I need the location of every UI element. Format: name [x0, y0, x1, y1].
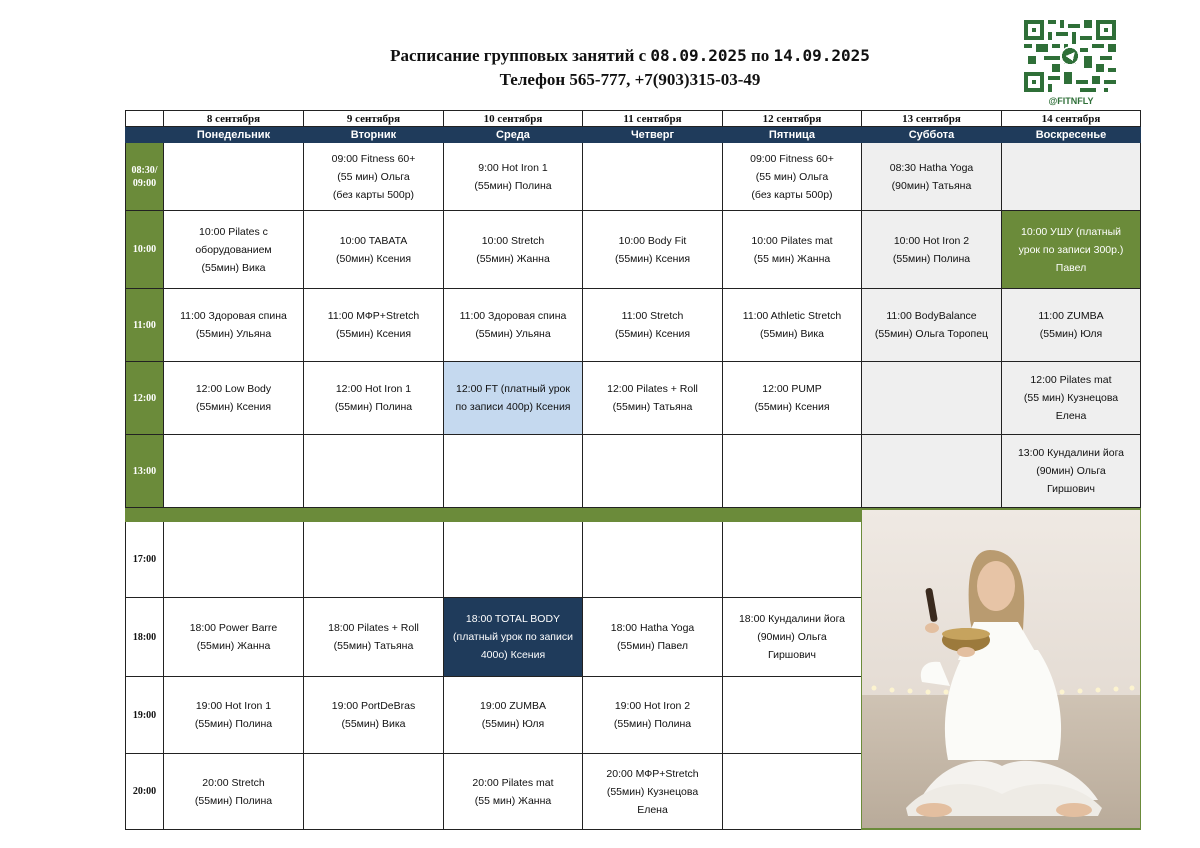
- class-cell: [862, 362, 1002, 435]
- time-label: 19:00: [126, 677, 164, 754]
- class-cell: [444, 522, 583, 598]
- time-row-1200: [126, 362, 1141, 435]
- weekdays-row: [126, 127, 1141, 143]
- class-cell: 11:00 Здоровая спина (55мин) Ульяна: [164, 289, 304, 362]
- time-label: 13:00: [126, 435, 164, 508]
- instructor-with-singing-bowl-photo: [862, 510, 1140, 828]
- time-row-1100: [126, 289, 1141, 362]
- class-cell: 9:00 Hot Iron 1 (55мин) Полина: [444, 143, 583, 211]
- class-cell: 18:00 Pilates + Roll (55мин) Татьяна: [304, 598, 444, 677]
- class-cell: 20:00 Stretch (55мин) Полина: [164, 754, 304, 830]
- phone-line: Телефон 565-777, +7(903)315-03-49: [499, 70, 761, 89]
- instructor-photo: [862, 508, 1141, 830]
- class-cell: 20:00 МФР+Stretch (55мин) Кузнецова Елена: [583, 754, 723, 830]
- class-cell: [164, 522, 304, 598]
- time-label: 08:30/ 09:00: [126, 143, 164, 211]
- date-cell: 11 сентября: [583, 111, 723, 127]
- class-cell: [164, 435, 304, 508]
- date-cell: 10 сентября: [444, 111, 583, 127]
- class-cell: 18:00 Power Barre (55мин) Жанна: [164, 598, 304, 677]
- class-cell: 10:00 Stretch (55мин) Жанна: [444, 211, 583, 289]
- class-cell: 19:00 PortDeBras (55мин) Вика: [304, 677, 444, 754]
- class-cell: [304, 522, 444, 598]
- break-separator: [126, 508, 1141, 522]
- date-cell: 13 сентября: [862, 111, 1002, 127]
- class-cell: 19:00 Hot Iron 2 (55мин) Полина: [583, 677, 723, 754]
- class-cell: [583, 522, 723, 598]
- class-cell: 10:00 Hot Iron 2 (55мин) Полина: [862, 211, 1002, 289]
- class-cell: 12:00 Pilates + Roll (55мин) Татьяна: [583, 362, 723, 435]
- date-cell: 8 сентября: [164, 111, 304, 127]
- brand-handle: @FITNFLY: [1048, 96, 1094, 106]
- class-cell: [723, 677, 862, 754]
- time-label: 10:00: [126, 211, 164, 289]
- title-prefix: Расписание групповых занятий с: [390, 46, 647, 65]
- class-cell: 10:00 Pilates mat (55 мин) Жанна: [723, 211, 862, 289]
- class-cell: 08:30 Hatha Yoga (90мин) Татьяна: [862, 143, 1002, 211]
- weekday-cell: Воскресенье: [1002, 127, 1141, 143]
- class-cell: [723, 522, 862, 598]
- class-cell: 11:00 ZUMBA (55мин) Юля: [1002, 289, 1141, 362]
- time-label: 20:00: [126, 754, 164, 830]
- date-to: 14.09.2025: [773, 46, 870, 65]
- qr-code-icon: [1024, 20, 1116, 92]
- corner-cell: [126, 111, 164, 127]
- class-cell: 12:00 Low Body (55мин) Ксения: [164, 362, 304, 435]
- class-cell: 12:00 Pilates mat (55 мин) Кузнецова Елена: [1002, 362, 1141, 435]
- time-label: 18:00: [126, 598, 164, 677]
- separator-bar: [126, 508, 862, 522]
- weekday-cell: Суббота: [862, 127, 1002, 143]
- class-cell: 11:00 Stretch (55мин) Ксения: [583, 289, 723, 362]
- class-cell: 09:00 Fitness 60+ (55 мин) Ольга (без карты 500р): [304, 143, 444, 211]
- class-cell: 11:00 Здоровая спина (55мин) Ульяна: [444, 289, 583, 362]
- weekday-cell: Вторник: [304, 127, 444, 143]
- weekday-cell: Четверг: [583, 127, 723, 143]
- class-cell: [862, 435, 1002, 508]
- date-cell: 12 сентября: [723, 111, 862, 127]
- class-cell: [583, 143, 723, 211]
- dates-row: [126, 111, 1141, 127]
- class-cell: 19:00 ZUMBA (55мин) Юля: [444, 677, 583, 754]
- class-cell: 10:00 TABATA (50мин) Ксения: [304, 211, 444, 289]
- class-cell: [723, 754, 862, 830]
- time-row-1300: [126, 435, 1141, 508]
- class-cell: 13:00 Кундалини йога (90мин) Ольга Гиршович: [1002, 435, 1141, 508]
- class-cell: 19:00 Hot Iron 1 (55мин) Полина: [164, 677, 304, 754]
- class-cell: [1002, 143, 1141, 211]
- class-cell: 11:00 Athletic Stretch (55мин) Вика: [723, 289, 862, 362]
- weekday-cell: Понедельник: [164, 127, 304, 143]
- paid-class-cell: 10:00 УШУ (платный урок по записи 300р.) Павел: [1002, 211, 1141, 289]
- class-cell: 10:00 Body Fit (55мин) Ксения: [583, 211, 723, 289]
- class-cell: 12:00 PUMP (55мин) Ксения: [723, 362, 862, 435]
- class-cell: 11:00 BodyBalance (55мин) Ольга Торопец: [862, 289, 1002, 362]
- schedule-header: [300, 44, 960, 92]
- time-label: 12:00: [126, 362, 164, 435]
- title-mid: по: [751, 46, 770, 65]
- date-cell: 9 сентября: [304, 111, 444, 127]
- class-cell: [304, 435, 444, 508]
- time-label: 11:00: [126, 289, 164, 362]
- date-from: 08.09.2025: [650, 46, 747, 65]
- class-cell: 11:00 МФР+Stretch (55мин) Ксения: [304, 289, 444, 362]
- paid-class-cell: 12:00 FT (платный урок по записи 400р) Ксения: [444, 362, 583, 435]
- schedule-title: [300, 44, 960, 68]
- class-cell: 18:00 Hatha Yoga (55мин) Павел: [583, 598, 723, 677]
- date-cell: 14 сентября: [1002, 111, 1141, 127]
- class-cell: 18:00 Кундалини йога (90мин) Ольга Гиршович: [723, 598, 862, 677]
- class-cell: 12:00 Hot Iron 1 (55мин) Полина: [304, 362, 444, 435]
- class-cell: [723, 435, 862, 508]
- class-cell: 20:00 Pilates mat (55 мин) Жанна: [444, 754, 583, 830]
- class-cell: [444, 435, 583, 508]
- class-cell: [304, 754, 444, 830]
- time-label: 17:00: [126, 522, 164, 598]
- time-row-0830: [126, 143, 1141, 211]
- corner-cell: [126, 127, 164, 143]
- paid-class-cell: 18:00 TOTAL BODY (платный урок по записи 400о) Ксения: [444, 598, 583, 677]
- class-cell: 09:00 Fitness 60+ (55 мин) Ольга (без карты 500р): [723, 143, 862, 211]
- time-row-1000: [126, 211, 1141, 289]
- class-cell: 10:00 Pilates с оборудованием (55мин) Вика: [164, 211, 304, 289]
- weekday-cell: Среда: [444, 127, 583, 143]
- class-cell: [164, 143, 304, 211]
- class-cell: [583, 435, 723, 508]
- weekday-cell: Пятница: [723, 127, 862, 143]
- schedule-table: [125, 110, 1141, 830]
